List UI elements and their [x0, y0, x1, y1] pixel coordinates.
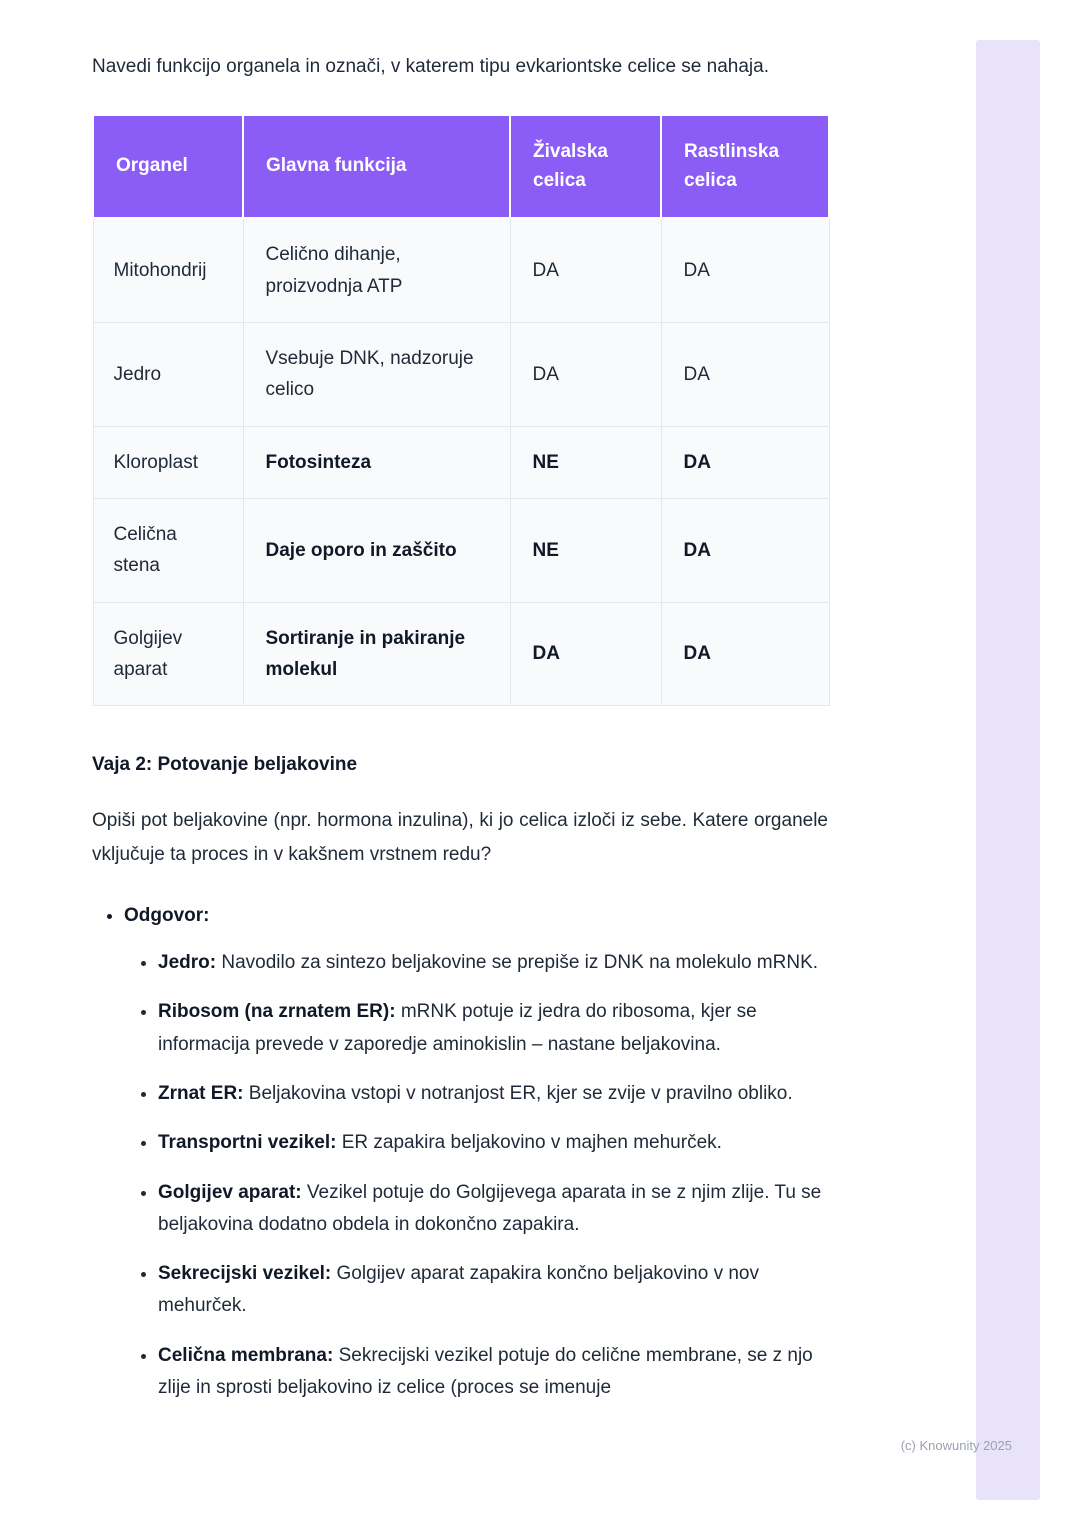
step-lead: Sekrecijski vezikel:: [158, 1263, 332, 1285]
answer-label: Odgovor:: [124, 904, 210, 926]
step-text: Beljakovina vstopi v notranjost ER, kjer se zvije v pravilno obliko.: [248, 1082, 793, 1104]
cell-zivalska: DA: [510, 218, 661, 322]
right-page-strip: [976, 40, 1040, 1500]
table-row: [93, 322, 829, 426]
step-item: [158, 1127, 828, 1159]
step-lead: Celična membrana:: [158, 1344, 334, 1366]
section-heading: Vaja 2: Potovanje beljakovine: [92, 754, 358, 776]
step-text: Vezikel potuje do Golgijevega aparata in se z njim zlije. Tu se beljakovina dodatno obdela in dokončno zapakira.: [158, 1181, 822, 1235]
table-row: [93, 602, 829, 706]
step-item: [158, 1340, 828, 1405]
step-item: [158, 947, 828, 979]
cell-zivalska: NE: [510, 426, 661, 498]
cell-rastlinska: DA: [661, 218, 829, 322]
column-header-funkcija: Glavna funkcija: [243, 115, 510, 218]
table-row: [93, 498, 829, 602]
cell-funkcija: Celično dihanje, proizvodnja ATP: [243, 218, 510, 322]
step-lead: Golgijev aparat:: [158, 1181, 302, 1203]
cell-funkcija: Daje oporo in zaščito: [243, 498, 510, 602]
cell-organel: Jedro: [93, 322, 243, 426]
table-header-row: [93, 115, 829, 218]
cell-rastlinska: DA: [661, 426, 829, 498]
steps-list: [124, 947, 828, 1404]
column-header-organel: Organel: [93, 115, 243, 218]
cell-rastlinska: DA: [661, 322, 829, 426]
cell-funkcija: Fotosinteza: [243, 426, 510, 498]
cell-organel: Kloroplast: [93, 426, 243, 498]
step-text: ER zapakira beljakovino v majhen mehurček.: [341, 1132, 722, 1154]
step-text: Navodilo za sintezo beljakovine se prepiše iz DNK na molekulo mRNK.: [221, 952, 819, 974]
step-item: [158, 1258, 828, 1323]
cell-rastlinska: DA: [661, 602, 829, 706]
cell-funkcija: Vsebuje DNK, nadzoruje celico: [243, 322, 510, 426]
intro-paragraph: Navedi funkcijo organela in označi, v katerem tipu evkariontske celice se nahaja.: [92, 56, 769, 77]
footer-credit: (c) Knowunity 2025: [900, 1438, 1012, 1453]
step-text: Sekrecijski vezikel potuje do celične membrane, se z njo zlije in sprosti beljakovino iz celice (proces se imenuje: [158, 1344, 813, 1399]
column-header-rastlinska: Rastlinska celica: [661, 115, 829, 218]
step-item: [158, 1177, 828, 1242]
step-item: [158, 996, 828, 1061]
step-lead: Transportni vezikel:: [158, 1132, 337, 1154]
cell-organel: Celična stena: [93, 498, 243, 602]
step-text: Golgijev aparat zapakira končno beljakovino v nov mehurček.: [158, 1263, 760, 1317]
question-paragraph: Opiši pot beljakovine (npr. hormona inzulina), ki jo celica izloči iz sebe. Katere organele vključuje ta proces in v kakšnem vrstnem redu?: [92, 810, 828, 866]
step-lead: Ribosom (na zrnatem ER):: [158, 1001, 396, 1023]
cell-rastlinska: DA: [661, 498, 829, 602]
cell-funkcija: Sortiranje in pakiranje molekul: [243, 602, 510, 706]
table-row: [93, 218, 829, 322]
step-lead: Zrnat ER:: [158, 1082, 244, 1104]
organelle-table: [92, 114, 830, 706]
step-text: mRNK potuje iz jedra do ribosoma, kjer se informacija prevede v zaporedje aminokislin – nastane beljakovina.: [158, 1001, 757, 1055]
answer-list: [92, 901, 828, 1405]
step-item: [158, 1078, 828, 1110]
cell-zivalska: NE: [510, 498, 661, 602]
table-row: [93, 426, 829, 498]
document-page: [92, 50, 828, 1404]
answer-item: [124, 901, 828, 1405]
column-header-zivalska: Živalska celica: [510, 115, 661, 218]
cell-organel: Golgijev aparat: [93, 602, 243, 706]
step-lead: Jedro:: [158, 952, 217, 974]
cell-zivalska: DA: [510, 322, 661, 426]
cell-organel: Mitohondrij: [93, 218, 243, 322]
cell-zivalska: DA: [510, 602, 661, 706]
